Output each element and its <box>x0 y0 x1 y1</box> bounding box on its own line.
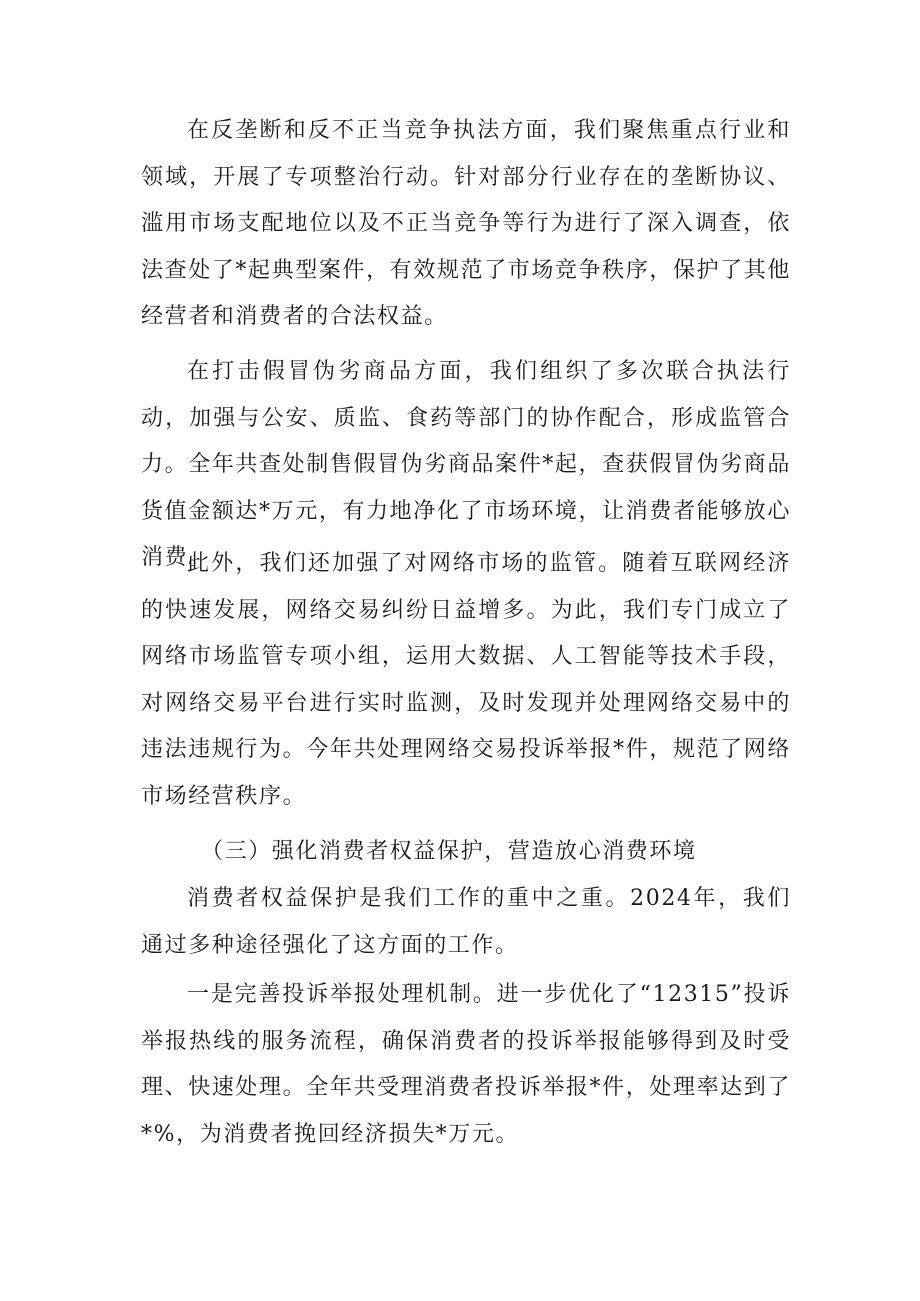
paragraph-counterfeit: 在打击假冒伪劣商品方面，我们组织了多次联合执法行动，加强与公安、质监、食药等部门的协作配合，形成监管合力。全年共查处制售假冒伪劣商品案件*起，查获假冒伪劣商品货值金额达*万元，有力地净化了市场环境，让消费者能够放心消费。 <box>141 359 791 570</box>
section-heading: （三）强化消费者权益保护，营造放心消费环境 <box>201 839 697 864</box>
paragraph-complaint-mechanism: 一是完善投诉举报处理机制。进一步优化了“12315”投诉举报热线的服务流程，确保消费者的投诉举报能够得到及时受理、快速处理。全年共受理消费者投诉举报*件，处理率达到了*%，为消费者挽回经济损失*万元。 <box>141 982 791 1147</box>
paragraph-online-market: 此外，我们还加强了对网络市场的监管。随着互联网经济的快速发展，网络交易纠纷日益增多。为此，我们专门成立了网络市场监管专项小组，运用大数据、人工智能等技术手段，对网络交易平台进行实时监测，及时发现并处理网络交易中的违法违规行为。今年共处理网络交易投诉举报*件，规范了网络市场经营秩序。 <box>141 551 791 809</box>
paragraph-antimonopoly: 在反垄断和反不正当竞争执法方面，我们聚焦重点行业和领域，开展了专项整治行动。针对部分行业存在的垄断协议、滥用市场支配地位以及不正当竞争等行为进行了深入调查，依法查处了*起典型案件，有效规范了市场竞争秩序，保护了其他经营者和消费者的合法权益。 <box>141 118 791 329</box>
paragraph-consumer-protection: 消费者权益保护是我们工作的重中之重。2024年，我们通过多种途径强化了这方面的工作。 <box>141 886 791 958</box>
